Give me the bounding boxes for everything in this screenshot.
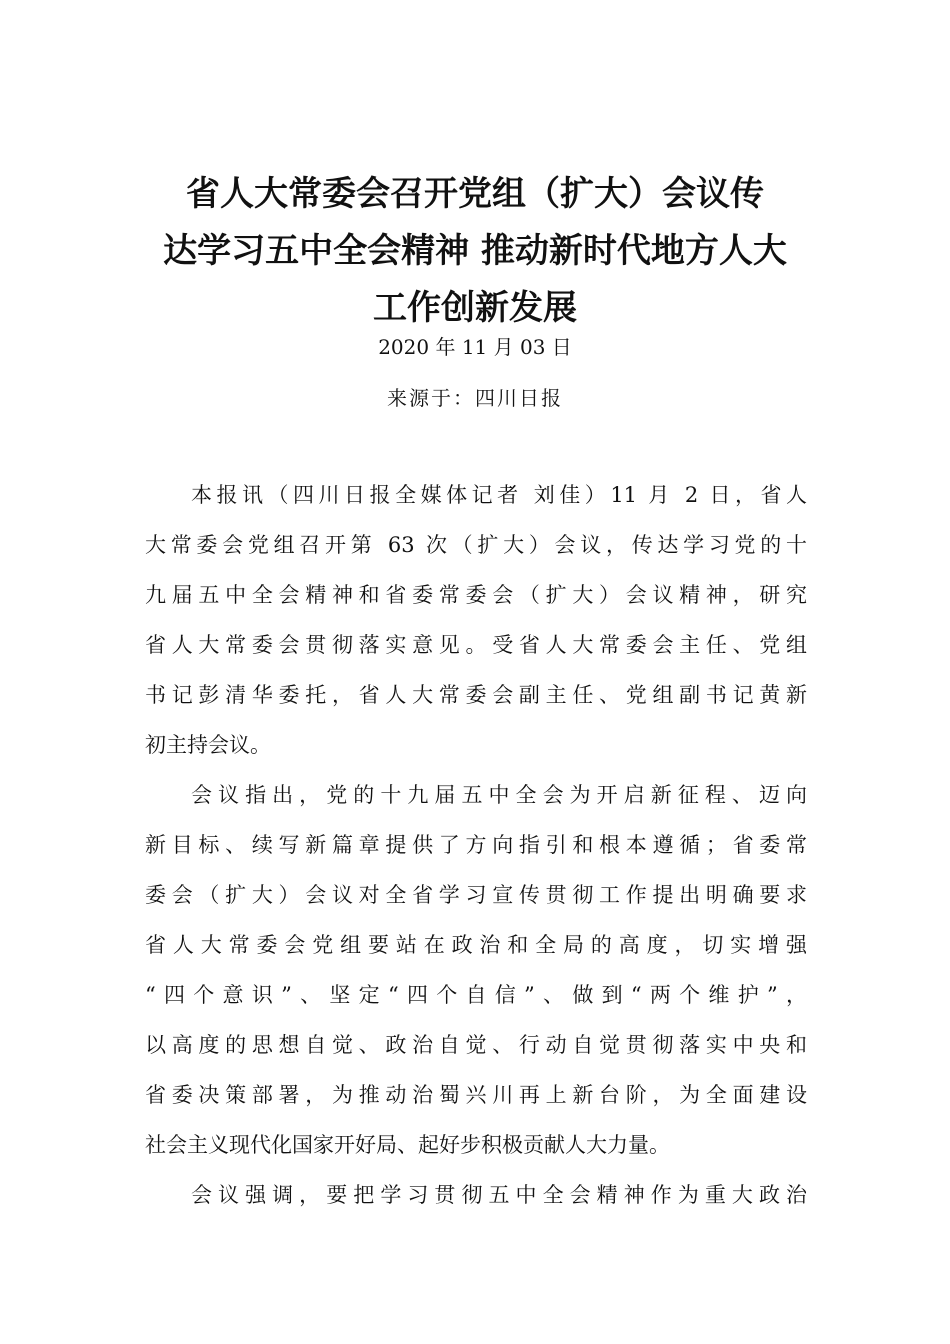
title-line: 达学习五中全会精神 推动新时代地方人大 [163, 231, 787, 271]
text-line: 大常委会党组召开第 63 次（扩大）会议，传达学习党的十 [145, 533, 807, 557]
title-line: 工作创新发展 [373, 288, 577, 328]
text-line: “四个意识”、坚定“四个自信”、做到“两个维护”， [145, 983, 807, 1007]
text-line: 书记彭清华委托，省人大常委会副主任、党组副书记黄新 [145, 683, 807, 707]
text-line: 社会主义现代化国家开好局、起好步积极贡献人大力量。 [145, 1133, 670, 1157]
paragraph [145, 770, 807, 1170]
text-line: 本报讯（四川日报全媒体记者 刘佳）11 月 2 日，省人 [191, 483, 807, 507]
text-line: 省委决策部署，为推动治蜀兴川再上新台阶，为全面建设 [145, 1083, 807, 1107]
article-body [145, 470, 807, 1220]
text-line: 九届五中全会精神和省委常委会（扩大）会议精神，研究 [145, 583, 807, 607]
article-title [140, 166, 810, 337]
paragraph [145, 470, 807, 770]
text-line: 初主持会议。 [145, 733, 271, 757]
text-line: 以高度的思想自觉、政治自觉、行动自觉贯彻落实中央和 [145, 1033, 807, 1057]
article-source: 来源于：四川日报 [387, 386, 563, 410]
text-line: 委会（扩大）会议对全省学习宣传贯彻工作提出明确要求 [145, 883, 807, 907]
title-line: 省人大常委会召开党组（扩大）会议传 [186, 174, 764, 214]
text-line: 省人大常委会贯彻落实意见。受省人大常委会主任、党组 [145, 633, 807, 657]
text-line: 会议指出，党的十九届五中全会为开启新征程、迈向 [191, 783, 807, 807]
article-date: 2020 年 11 月 03 日 [378, 335, 572, 359]
text-line: 省人大常委会党组要站在政治和全局的高度，切实增强 [145, 933, 807, 957]
text-line: 新目标、续写新篇章提供了方向指引和根本遵循；省委常 [145, 833, 807, 857]
paragraph [145, 1170, 807, 1220]
text-line: 会议强调，要把学习贯彻五中全会精神作为重大政治 [191, 1183, 807, 1207]
